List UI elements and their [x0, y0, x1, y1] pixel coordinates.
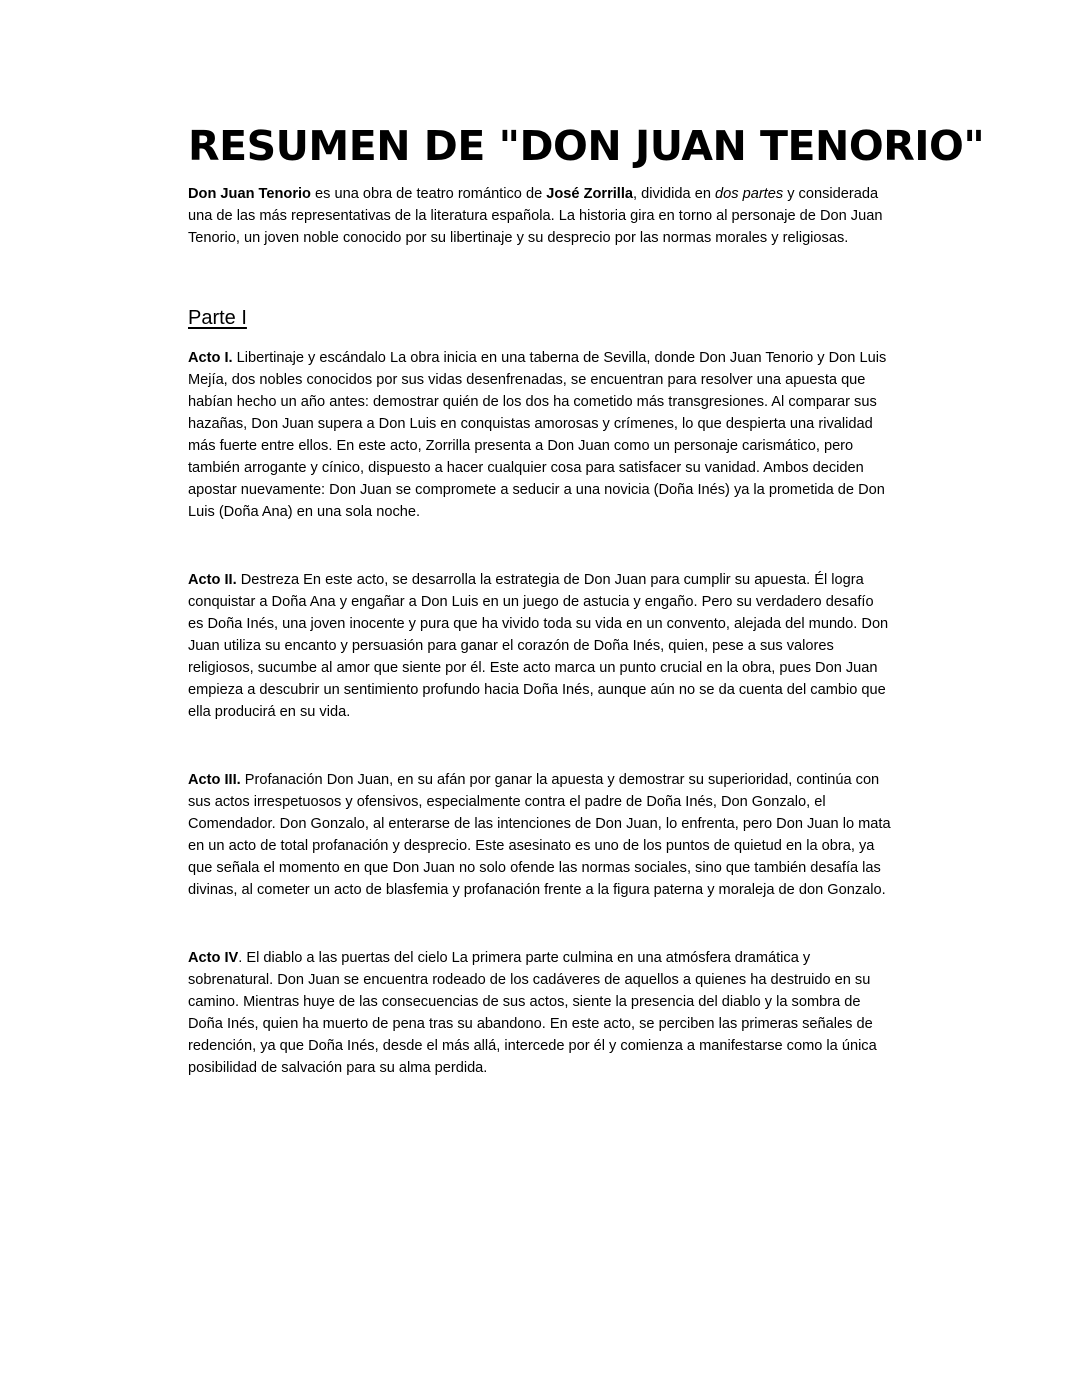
intro-text-2: , dividida en: [633, 186, 715, 202]
intro-work-title: Don Juan Tenorio: [188, 186, 311, 202]
act-2-label: Acto II.: [188, 572, 237, 588]
intro-emphasis: dos partes: [715, 186, 784, 202]
act-2-text: Destreza En este acto, se desarrolla la estrategia de Don Juan para cumplir su apuesta. Él logra conquistar a Doña Ana y engañar a Don Luis en un juego de astucia y engaño. Pero su verdadero desafío es Doña Inés, una joven inocente y pura que ha vivido toda su vida en un convento, alejada del mundo. Don Juan utiliza su encanto y persuasión para ganar el corazón de Doña Inés, quien, pese a sus valores religiosos, sucumbe al amor que siente por él. Este acto marca un punto crucial en la obra, pues Don Juan empieza a descubrir un sentimiento profundo hacia Doña Inés, aunque aún no se da cuenta del cambio que ella producirá en su vida.: [188, 572, 889, 720]
act-4-label: Acto IV: [188, 950, 239, 966]
act-1-paragraph: [188, 347, 893, 523]
intro-text-3: y considerada una de las más representativas de la literatura española. La historia gira en torno al personaje de Don Juan Tenorio, un joven noble conocido por su libertinaje y su desprecio por las normas morales y religiosas.: [188, 186, 883, 246]
document-title: RESUMEN DE "DON JUAN TENORIO": [188, 122, 985, 170]
act-4-paragraph: [188, 947, 893, 1079]
act-4-text: . El diablo a las puertas del cielo La primera parte culmina en una atmósfera dramática y sobrenatural. Don Juan se encuentra rodeado de los cadáveres de aquellos a quienes ha destruido en su camino. Mientras huye de las consecuencias de sus actos, siente la presencia del diablo y la sombra de Doña Inés, quien ha muerto de pena tras su abandono. En este acto, se perciben las primeras señales de redención, ya que Doña Inés, desde el más allá, intercede por él y comienza a manifestarse como la única posibilidad de salvación para su alma perdida.: [188, 950, 877, 1076]
act-1-text: Libertinaje y escándalo La obra inicia en una taberna de Sevilla, donde Don Juan Tenorio y Don Luis Mejía, dos nobles conocidos por sus vidas desenfrenadas, se encuentran para resolver una apuesta que habían hecho un año antes: demostrar quién de los dos ha cometido más transgresiones. Al comparar sus hazañas, Don Juan supera a Don Luis en conquistas amorosas y crímenes, lo que despierta una rivalidad más fuerte entre ellos. En este acto, Zorrilla presenta a Don Juan como un personaje carismático, pero también arrogante y cínico, dispuesto a hacer cualquier cosa para satisfacer su vanidad. Ambos deciden apostar nuevamente: Don Juan se compromete a seducir a una novicia (Doña Inés) ya la prometida de Don Luis (Doña Ana) en una sola noche.: [188, 350, 887, 520]
intro-author: José Zorrilla: [546, 186, 634, 202]
act-2-paragraph: [188, 569, 893, 723]
act-3-label: Acto III.: [188, 772, 241, 788]
intro-text-1: es una obra de teatro romántico de: [310, 186, 547, 202]
act-3-paragraph: [188, 769, 893, 901]
act-3-text: Profanación Don Juan, en su afán por ganar la apuesta y demostrar su superioridad, continúa con sus actos irrespetuosos y ofensivos, especialmente contra el padre de Doña Inés, Don Gonzalo, el Comendador. Don Gonzalo, al enterarse de las intenciones de Don Juan, lo enfrenta, pero Don Juan lo mata en un acto de total profanación y desprecio. Este asesinato es uno de los puntos de quietud en la obra, ya que señala el momento en que Don Juan no solo ofende las normas sociales, sino que también desafía las divinas, al cometer un acto de blasfemia y profanación frente a la figura paterna y moraleja de don Gonzalo.: [188, 772, 891, 898]
intro-paragraph: [188, 183, 893, 249]
act-1-label: Acto I.: [188, 350, 233, 366]
section-heading-parte-1: Parte I: [188, 307, 247, 329]
document-page: [188, 118, 985, 1079]
